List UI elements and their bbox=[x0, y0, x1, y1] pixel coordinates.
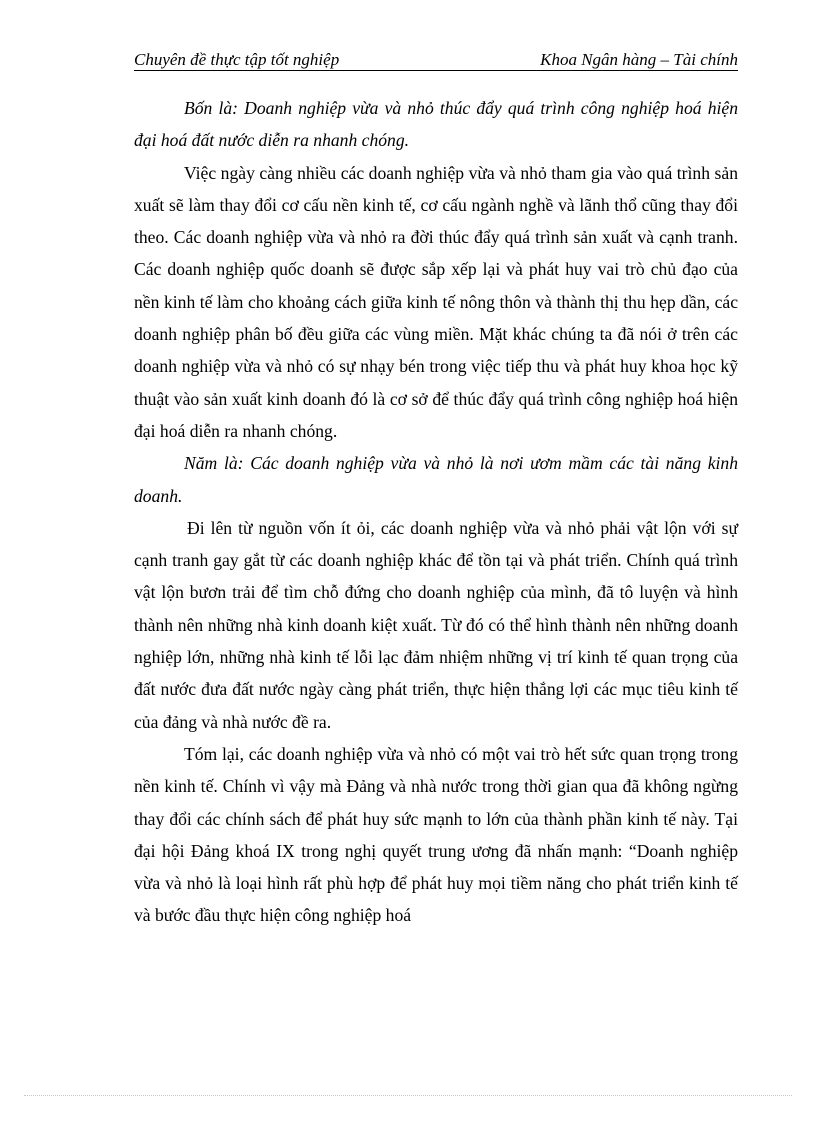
header-department: Khoa Ngân hàng – Tài chính bbox=[540, 50, 738, 69]
document-body bbox=[134, 92, 738, 932]
page-bottom-border bbox=[24, 1095, 792, 1096]
paragraph-business-talent: Đi lên từ nguồn vốn ít ỏi, các doanh nghiệp vừa và nhỏ phải vật lộn với sự cạnh tranh gay gắt từ các doanh nghiệp khác để tồn tại và phát triển. Chính quá trình vật lộn bươn trải để tìm chỗ đứng cho doanh nghiệp của mình, đã tô luyện và hình thành nên những nhà kinh doanh kiệt xuất. Từ đó có thể hình thành nên những doanh nghiệp lớn, những nhà kinh tế lỗi lạc đảm nhiệm những vị trí kinh tế quan trọng của đất nước đưa đất nước ngày càng phát triển, thực hiện thắng lợi các mục tiêu kinh tế của đảng và nhà nước đề ra. bbox=[134, 517, 738, 732]
paragraph-point-four: Bốn là: Doanh nghiệp vừa và nhỏ thúc đẩy quá trình công nghiệp hoá hiện đại hoá đất nước diễn ra nhanh chóng. bbox=[134, 98, 738, 151]
paragraph-structure-change: Việc ngày càng nhiều các doanh nghiệp vừa và nhỏ tham gia vào quá trình sản xuất sẽ làm thay đổi cơ cấu nền kinh tế, cơ cấu ngành nghề và lãnh thổ cũng thay đổi theo. Các doanh nghiệp vừa và nhỏ ra đời thúc đẩy quá trình sản xuất và cạnh tranh. Các doanh nghiệp quốc doanh sẽ được sắp xếp lại và phát huy vai trò chủ đạo của nền kinh tế làm cho khoảng cách giữa kinh tế nông thôn và thành thị thu hẹp dần, các doanh nghiệp phân bố đều giữa các vùng miền. Mặt khác chúng ta đã nói ở trên các doanh nghiệp vừa và nhỏ có sự nhạy bén trong việc tiếp thu và phát huy khoa học kỹ thuật vào sản xuất kinh doanh đó là cơ sở để thúc đẩy quá trình công nghiệp hoá hiện đại hoá diễn ra nhanh chóng. bbox=[134, 162, 738, 441]
page-header bbox=[134, 48, 738, 71]
paragraph-point-five: Năm là: Các doanh nghiệp vừa và nhỏ là nơi ươm mầm các tài năng kinh doanh. bbox=[134, 453, 738, 506]
paragraph-summary: Tóm lại, các doanh nghiệp vừa và nhỏ có một vai trò hết sức quan trọng trong nền kinh tế. Chính vì vậy mà Đảng và nhà nước trong thời gian qua đã không ngừng thay đổi các chính sách để phát huy sức mạnh to lớn của thành phần kinh tế này. Tại đại hội Đảng khoá IX trong nghị quyết trung ương đã nhấn mạnh: “Doanh nghiệp vừa và nhỏ là loại hình rất phù hợp để phát huy mọi tiềm năng cho phát triển kinh tế và bước đầu thực hiện công nghiệp hoá bbox=[134, 743, 738, 926]
header-document-type: Chuyên đề thực tập tốt nghiệp bbox=[134, 50, 340, 69]
